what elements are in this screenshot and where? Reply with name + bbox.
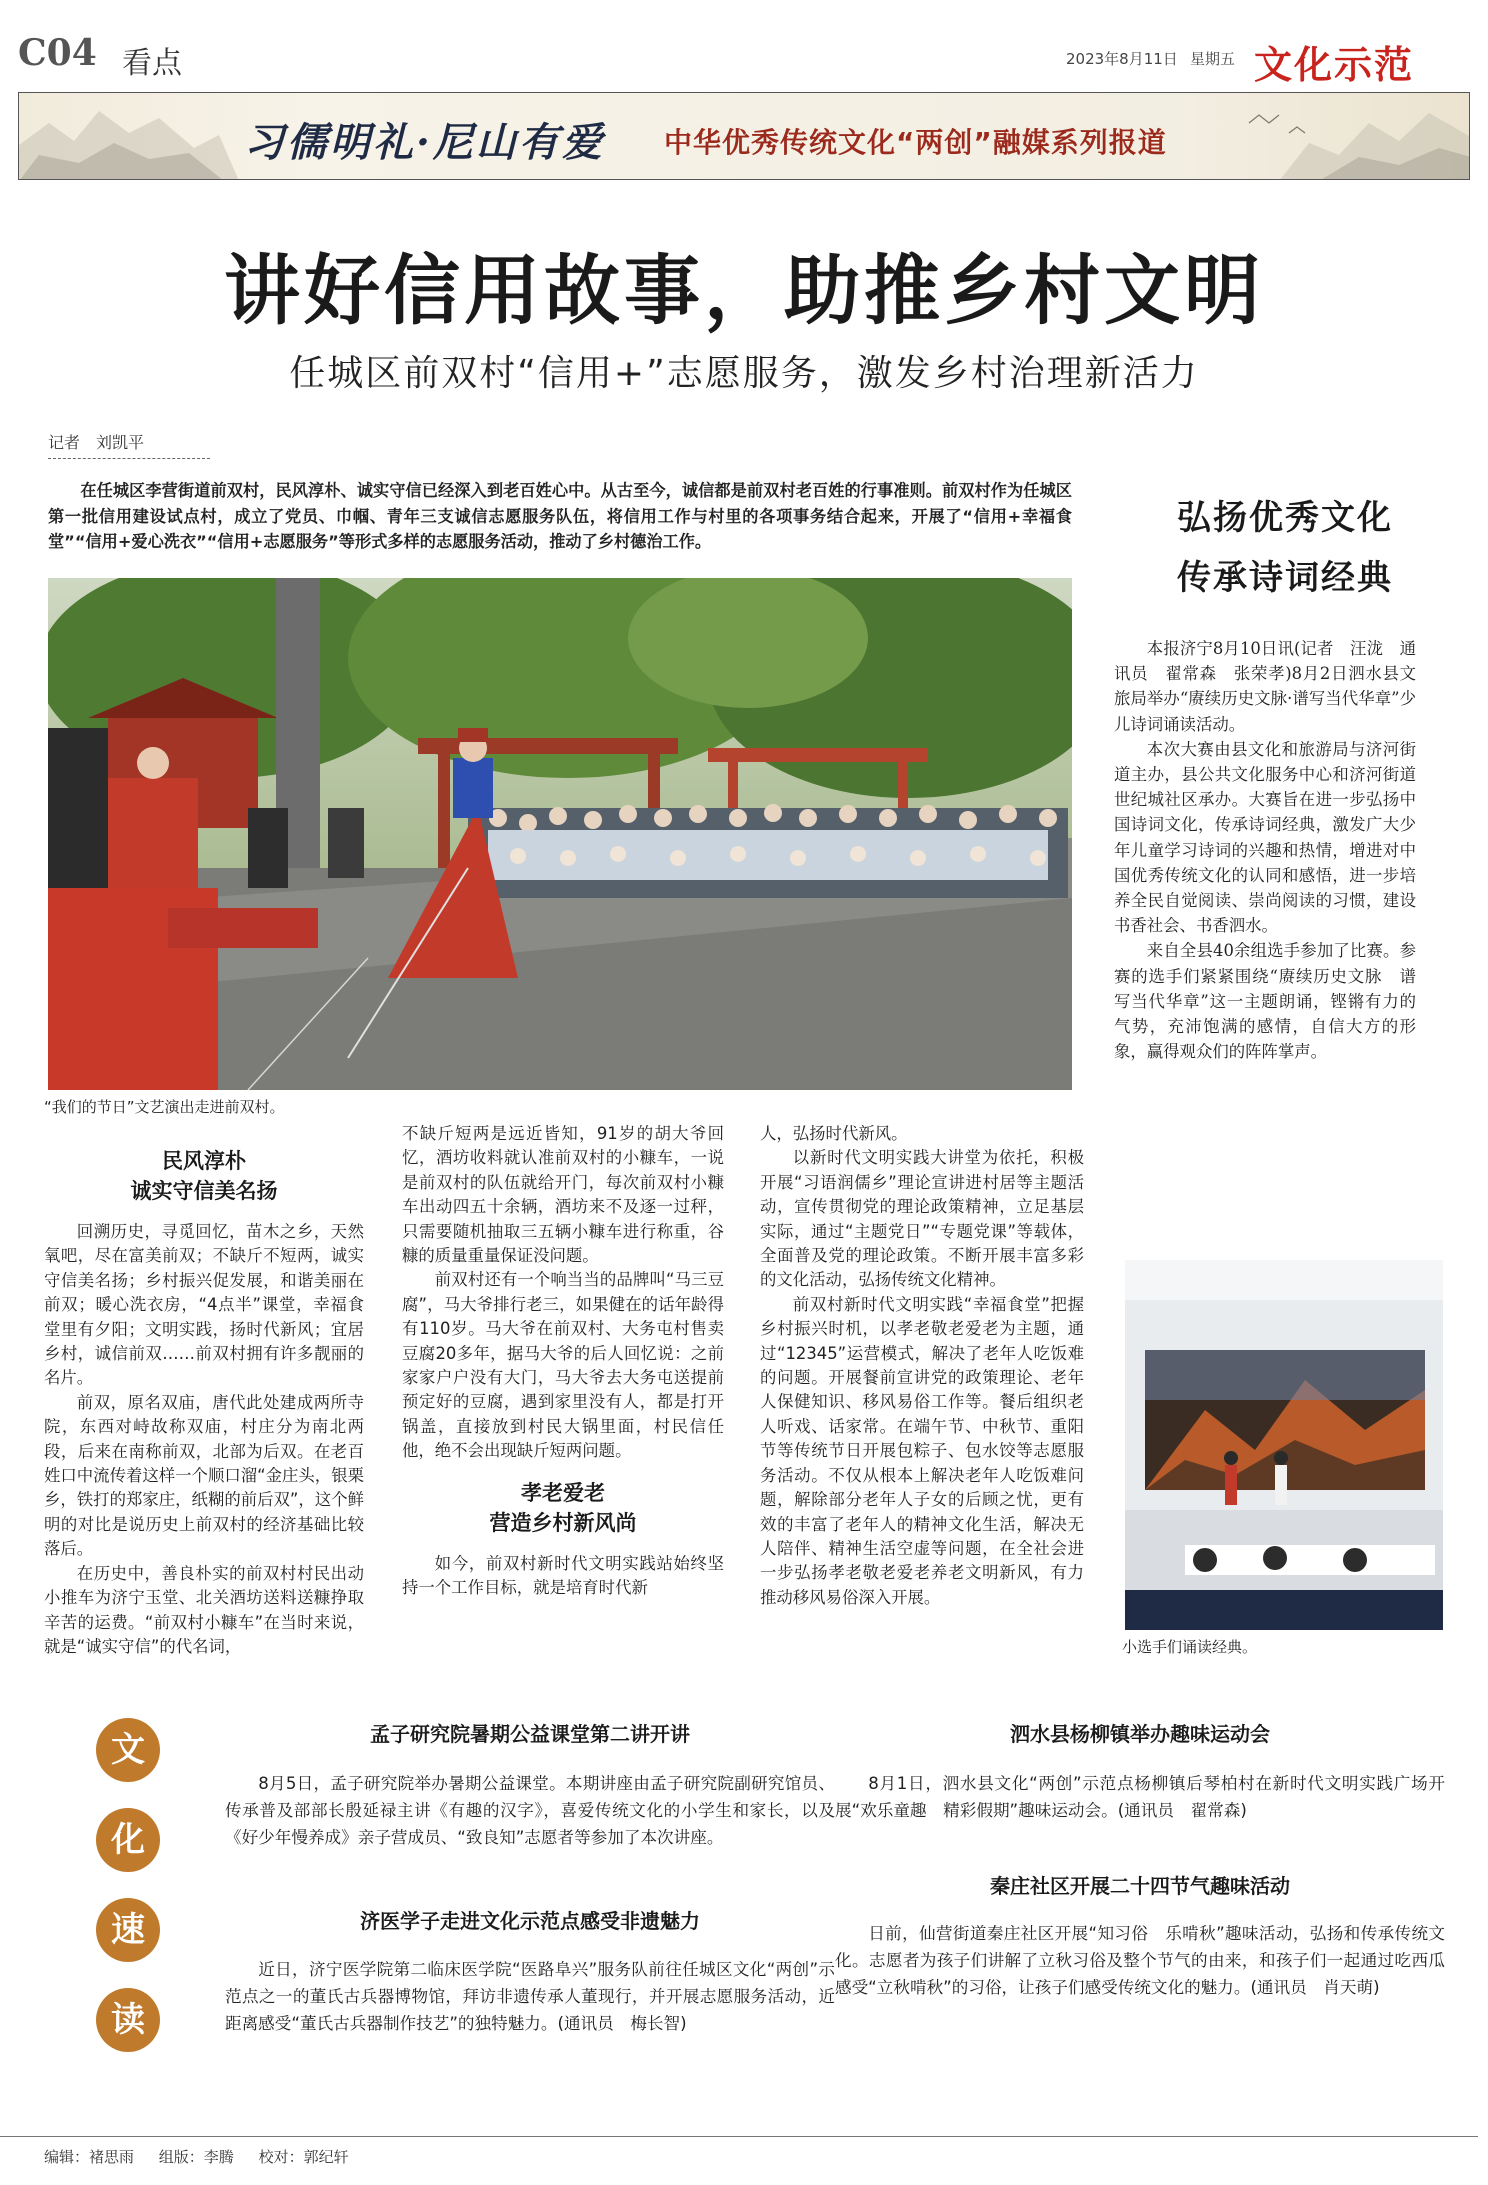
paragraph: 在历史中，善良朴实的前双村村民出动小推车为济宁玉堂、北关酒坊送料送糠挣取辛苦的运费。“前双村小糠车”在当时来说，就是“诚实守信”的代名词， bbox=[44, 1563, 364, 1656]
section-label: 看点 bbox=[122, 46, 182, 81]
performance-photo bbox=[48, 578, 1072, 1090]
section-title-2: 孝老爱老 营造乡村新风尚 bbox=[489, 1479, 637, 1535]
recital-photo bbox=[1125, 1260, 1443, 1630]
paragraph: 本报济宁8月10日讯(记者 汪泷 通讯员 翟常森 张荣孝)8月2日泗水县文旅局举办“赓续历史文脉·谱写当代华章”少儿诗词诵读活动。 bbox=[1114, 639, 1416, 734]
paragraph: 如今，前双村新时代文明实践站始终坚持一个工作目标，就是培育时代新 bbox=[402, 1553, 724, 1598]
brief-circle-char: 文 bbox=[96, 1718, 160, 1782]
article-reporter: 记者 刘凯平 bbox=[48, 433, 145, 452]
footer-layout: 组版：李腾 bbox=[158, 2148, 234, 2166]
brief-title: 孟子研究院暑期公益课堂第二讲开讲 bbox=[370, 1722, 690, 1746]
page-code: C04 bbox=[18, 32, 97, 74]
banner-series-title: 中华优秀传统文化“两创”融媒系列报道 bbox=[664, 126, 1167, 159]
article-lead: 在任城区李营街道前双村，民风淳朴、诚实守信已经深入到老百姓心中。从古至今，诚信都是前双村老百姓的行事准则。前双村作为任城区第一批信用建设试点村，成立了党员、巾帼、青年三支诚信志愿服务队伍，将信用工作与村里的各项事务结合起来，开展了“信用+幸福食堂”“信用+爱心洗衣”“信用+志愿服务”等形式多样的志愿服务活动，推动了乡村德治工作。 bbox=[48, 481, 1072, 551]
brief-title: 秦庄社区开展二十四节气趣味活动 bbox=[990, 1874, 1290, 1898]
brief-text: 近日，济宁医学院第二临床医学院“医路阜兴”服务队前往任城区文化“两创”示范点之一的董氏古兵器博物馆，拜访非遗传承人董现行，并开展志愿服务活动，近距离感受“董氏古兵器制作技艺”的独特魅力。(通讯员 梅长智) bbox=[225, 1960, 835, 2033]
sidebar-photo-caption: 小选手们诵读经典。 bbox=[1122, 1638, 1258, 1656]
paragraph: 前双村新时代文明实践“幸福食堂”把握乡村振兴时机，以孝老敬老爱老为主题，通过“12345”运营模式，解决了老年人吃饭难的问题。开展餐前宣讲党的政策理论、老年人保健知识、移风易俗工作等。餐后组织老人听戏、话家常。在端午节、中秋节、重阳节等传统节日开展包粽子、包水饺等志愿服务活动。不仅从根本上解决老年人吃饭难问题，解除部分老年人子女的后顾之忧，更有效的丰富了老年人的精神文化生活，解决无人陪伴、精神生活空虚等问题，在全社会进一步弘扬孝老敬老爱老养老文明新风，有力推动移风易俗深入开展。 bbox=[760, 1294, 1084, 1607]
brief-circle-char: 速 bbox=[96, 1898, 160, 1962]
brief-text: 8月1日，泗水县文化“两创”示范点杨柳镇后琴柏村在新时代文明实践广场开展“欢乐童趣 精彩假期”趣味运动会。(通讯员 翟常森) bbox=[835, 1774, 1445, 1820]
brief-text: 8月5日，孟子研究院举办暑期公益课堂。本期讲座由孟子研究院副研究馆员、传承普及部部长殷延禄主讲《有趣的汉字》，喜爱传统文化的小学生和家长，以及《好少年慢养成》亲子营成员、“致良知”志愿者等参加了本次讲座。 bbox=[225, 1774, 835, 1847]
paragraph: 前双，原名双庙，唐代此处建成两所寺院，东西对峙故称双庙，村庄分为南北两段，后来在南称前双，北部为后双。在老百姓口中流传着这样一个顺口溜“金庄头，银栗乡，铁打的郑家庄，纸糊的前后双”，这个鲜明的对比是说历史上前双村的经济基础比较落后。 bbox=[44, 1392, 364, 1559]
brief-title: 泗水县杨柳镇举办趣味运动会 bbox=[1010, 1722, 1270, 1746]
paragraph: 回溯历史，寻觅回忆，苗木之乡，天然氧吧，尽在富美前双；不缺斤不短两，诚实守信美名扬；乡村振兴促发展，和谐美丽在前双；暖心洗衣房，“4点半”课堂，幸福食堂里有夕阳；文明实践，扬时代新风；宜居乡村，诚信前双……前双村拥有许多靓丽的名片。 bbox=[44, 1222, 364, 1388]
series-banner bbox=[18, 92, 1470, 180]
footer-proof: 校对：郭纪轩 bbox=[258, 2148, 349, 2166]
paragraph: 人，弘扬时代新风。 bbox=[760, 1124, 908, 1143]
paragraph: 前双村还有一个响当当的品牌叫“马三豆腐”，马大爷排行老三，如果健在的话年龄得有110岁。马大爷在前双村、大务屯村售卖豆腐20多年，据马大爷的后人回忆说：之前家家户户没有大门，马大爷去大务屯送提前预定好的豆腐，遇到家里没有人，都是打开锅盖，直接放到村民大锅里面，村民信任他，绝不会出现缺斤短两问题。 bbox=[402, 1270, 724, 1461]
sidebar-title-line1: 弘扬优秀文化 bbox=[1177, 498, 1393, 538]
issue-date: 2023年8月11日 bbox=[1066, 50, 1178, 68]
article-headline: 讲好信用故事，助推乡村文明 bbox=[224, 246, 1264, 335]
article-subheadline: 任城区前双村“信用+”志愿服务，激发乡村治理新活力 bbox=[289, 353, 1199, 394]
paragraph: 来自全县40余组选手参加了比赛。参赛的选手们紧紧围绕“赓续历史文脉 谱写当代华章”这一主题朗诵，铿锵有力的气势，充沛饱满的感情，自信大方的形象，赢得观众们的阵阵掌声。 bbox=[1114, 941, 1416, 1062]
brief-title: 济医学子走进文化示范点感受非遗魅力 bbox=[360, 1909, 700, 1933]
brief-text: 日前，仙营街道秦庄社区开展“知习俗 乐啃秋”趣味活动，弘扬和传承传统文化。志愿者为孩子们讲解了立秋习俗及整个节气的由来，和孩子们一起通过吃西瓜感受“立秋啃秋”的习俗，让孩子们感受传统文化的魅力。(通讯员 肖天萌) bbox=[835, 1924, 1445, 1997]
photo-caption: “我们的节日”文艺演出走进前双村。 bbox=[44, 1098, 285, 1116]
paragraph: 以新时代文明实践大讲堂为依托，积极开展“习语润儒乡”理论宣讲进村居等主题活动，宣传贯彻党的理论政策精神，立足基层实际，通过“主题党日”“专题党课”等载体，全面普及党的理论政策。不断开展丰富多彩的文化活动，弘扬传统文化精神。 bbox=[760, 1148, 1084, 1290]
reporter-divider bbox=[48, 458, 210, 459]
footer-credits bbox=[44, 2146, 369, 2167]
brand-logo: 文化示范 bbox=[1254, 42, 1415, 87]
sidebar-body bbox=[1114, 636, 1416, 1064]
footer-divider bbox=[0, 2136, 1478, 2137]
paragraph: 不缺斤短两是远近皆知，91岁的胡大爷回忆，酒坊收料就认准前双村的小糠车，一说是前双村的队伍就给开门，每次前双村小糠车出动四五十余辆，酒坊来不及逐一过秤，只需要随机抽取三五辆小糠车进行称重，谷糠的质量重量保证没问题。 bbox=[402, 1124, 724, 1266]
paragraph: 本次大赛由县文化和旅游局与济河街道主办，县公共文化服务中心和济河街道世纪城社区承办。大赛旨在进一步弘扬中国诗词文化，传承诗词经典，激发广大少年儿童学习诗词的兴趣和热情，增进对中国优秀传统文化的认同和感悟，进一步培养全民自觉阅读、崇尚阅读的习惯，建设书香社会、书香泗水。 bbox=[1114, 739, 1416, 936]
brief-circle-char: 读 bbox=[96, 1988, 160, 2052]
issue-weekday: 星期五 bbox=[1190, 50, 1236, 68]
article-column-1 bbox=[44, 1132, 364, 1659]
article-column-3 bbox=[760, 1122, 1084, 1610]
sidebar-title-line2: 传承诗词经典 bbox=[1177, 558, 1393, 598]
banner-slogan: 习儒明礼·尼山有爱 bbox=[244, 119, 605, 166]
article-column-2 bbox=[402, 1122, 724, 1601]
brief-circle-char: 化 bbox=[96, 1808, 160, 1872]
sidebar-title bbox=[1130, 488, 1440, 608]
footer-editor: 编辑：褚思雨 bbox=[44, 2148, 135, 2166]
section-title-1: 民风淳朴 诚实守信美名扬 bbox=[130, 1148, 278, 1203]
